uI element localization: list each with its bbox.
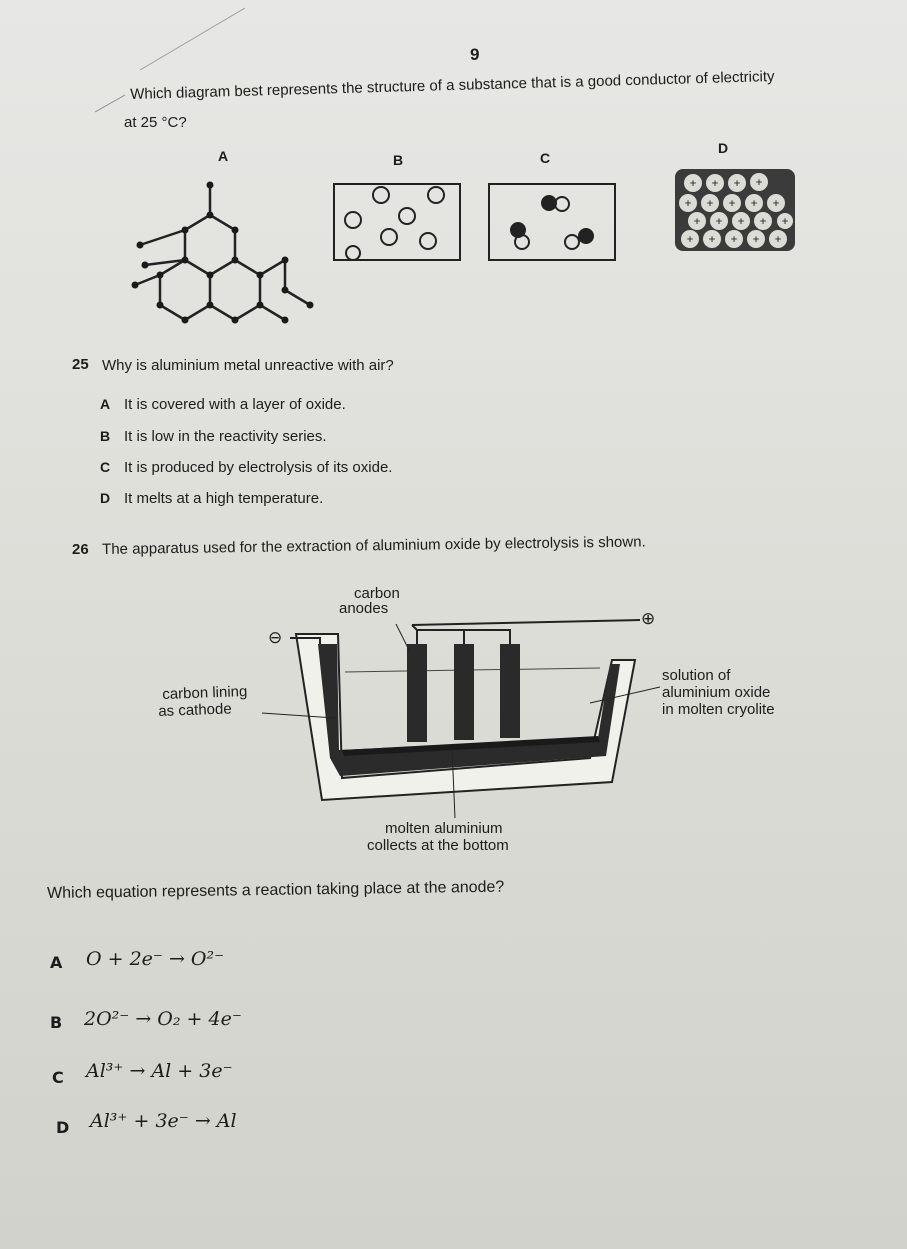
svg-text:+: + [772,199,780,209]
q25-option-a-text: It is covered with a layer of oxide. [124,396,346,413]
q26-option-c-letter: C [52,1068,64,1087]
svg-text:+: + [733,179,741,189]
q24-label-b: B [393,152,404,168]
q25-option-b-text: It is low in the reactivity series. [124,428,327,445]
q25-question: Why is aluminium metal unreactive with air? [102,357,394,374]
svg-text:+: + [715,217,723,227]
svg-text:+: + [730,235,738,245]
q24-question-line2: at 25 °C? [124,114,187,131]
q26-option-d-letter: D [56,1118,70,1137]
q26-option-b-letter: B [50,1013,63,1032]
q26-question: Which equation represents a reaction taking place at the anode? [47,878,505,902]
q25-option-c-letter: C [100,459,111,475]
svg-text:+: + [686,235,694,245]
diagram-c-molecules [488,183,618,263]
svg-text:+: + [752,235,760,245]
q25-option-d-text: It melts at a high temperature. [124,490,324,507]
svg-text:+: + [750,199,758,209]
positive-terminal-icon: ⊕ [641,609,656,628]
label-bottom-line2: collects at the bottom [367,837,509,854]
q26-option-a-letter: A [50,953,63,972]
label-bottom-line1: molten aluminium [385,820,503,837]
diagram-d-metal-lattice [673,165,803,255]
q24-label-c: C [540,150,551,166]
negative-terminal-icon: ⊖ [268,628,283,647]
q26-number: 26 [72,541,89,558]
q26-option-c-equation: Al³⁺ → Al + 3e⁻ [86,1060,233,1082]
label-anodes-line2: anodes [339,600,389,617]
q25-option-c-text: It is produced by electrolysis of its oxide. [124,459,393,476]
diagram-b-atoms [333,183,463,263]
svg-text:+: + [781,217,789,227]
q24-label-a: A [218,148,229,164]
label-cathode-line1: carbon lining [162,683,248,703]
label-anodes-line1: carbon [354,585,400,602]
label-solution-line1: solution of [662,667,731,684]
svg-text:+: + [706,199,714,209]
q26-option-a-equation: O + 2e⁻ → O²⁻ [86,948,225,970]
svg-text:+: + [728,199,736,209]
svg-text:+: + [774,235,782,245]
label-solution-line2: aluminium oxide [662,684,771,701]
q25-option-a-letter: A [100,396,111,412]
q24-label-d: D [718,140,729,156]
svg-text:+: + [708,235,716,245]
label-solution-line3: in molten cryolite [662,701,775,718]
svg-text:+: + [684,199,692,209]
svg-text:+: + [755,178,763,188]
diagram-a-lattice [125,175,325,335]
svg-text:+: + [711,179,719,189]
svg-text:+: + [737,217,745,227]
label-cathode-line2: as cathode [158,700,232,720]
q26-intro: The apparatus used for the extraction of aluminium oxide by electrolysis is shown. [102,533,646,558]
svg-text:+: + [693,217,701,227]
q26-option-b-equation: 2O²⁻ → O₂ + 4e⁻ [84,1008,242,1030]
svg-text:+: + [689,179,697,189]
svg-text:+: + [759,217,767,227]
q26-option-d-equation: Al³⁺ + 3e⁻ → Al [90,1110,237,1132]
q25-number: 25 [72,356,89,373]
q25-option-b-letter: B [100,428,111,444]
q24-question-line1: Which diagram best represents the structure of a substance that is a good conductor of electricity [130,68,775,103]
q25-option-d-letter: D [100,490,111,506]
page-number: 9 [470,45,480,64]
